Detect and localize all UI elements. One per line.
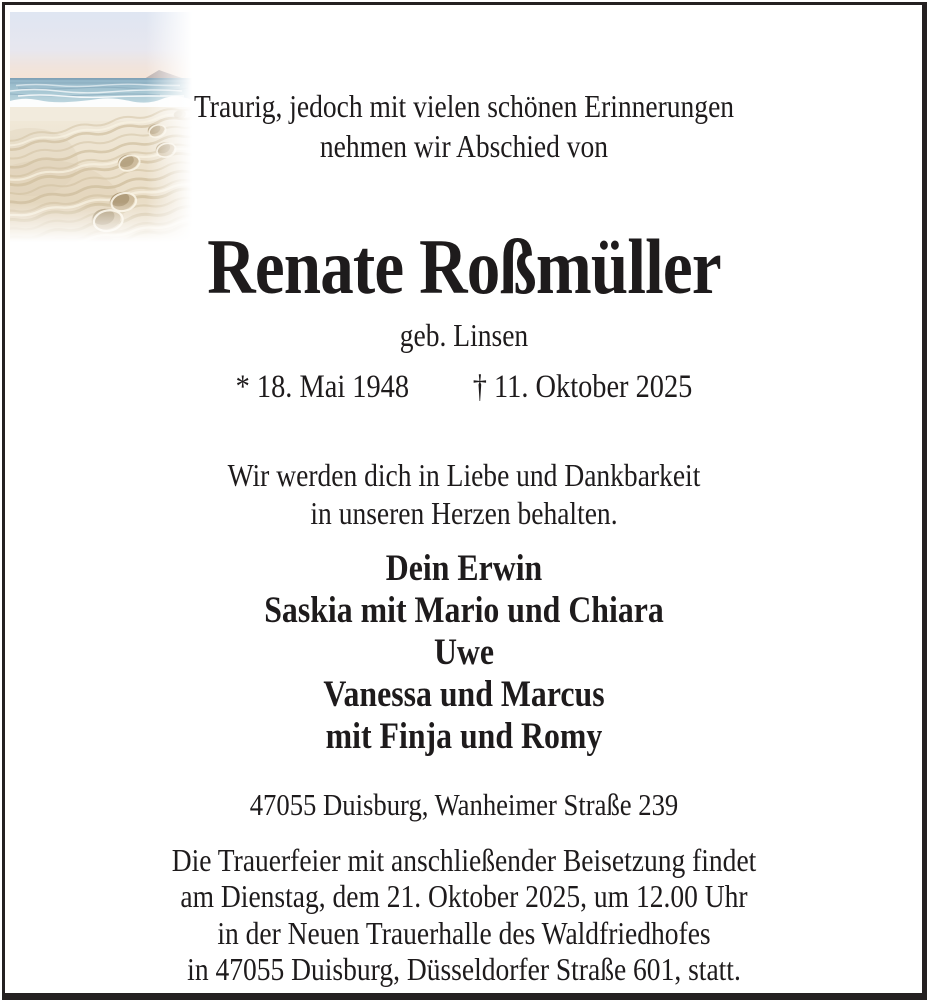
mourner-line: Dein Erwin bbox=[385, 548, 543, 589]
death-date: † 11. Oktober 2025 bbox=[472, 369, 693, 405]
mourners-list bbox=[65, 548, 863, 758]
intro-line-2: nehmen wir Abschied von bbox=[319, 128, 609, 164]
deceased-name: Renate Roßmüller bbox=[207, 223, 721, 310]
intro-line-1: Traurig, jedoch mit vielen schönen Erinnerungen bbox=[193, 88, 735, 124]
funeral-line-3: in der Neuen Trauerhalle des Waldfriedhofes bbox=[217, 914, 711, 951]
mourner-line: Vanessa und Marcus bbox=[323, 674, 605, 715]
funeral-line-2: am Dienstag, dem 21. Oktober 2025, um 12.00 Uhr bbox=[180, 878, 748, 915]
funeral-line-1: Die Trauerfeier mit anschließender Beisetzung findet bbox=[171, 842, 757, 878]
farewell-text bbox=[65, 456, 863, 532]
home-address: 47055 Duisburg, Wanheimer Straße 239 bbox=[249, 787, 679, 822]
maiden-name: geb. Linsen bbox=[399, 317, 529, 353]
mourner-line: Saskia mit Mario und Chiara bbox=[264, 590, 664, 631]
life-dates bbox=[65, 369, 863, 405]
funeral-line-4: in 47055 Duisburg, Düsseldorfer Straße 601, statt. bbox=[187, 951, 741, 988]
intro-text bbox=[65, 86, 863, 166]
mourner-line: mit Finja und Romy bbox=[325, 716, 603, 757]
mourner-line: Uwe bbox=[433, 632, 495, 673]
farewell-line-1: Wir werden dich in Liebe und Dankbarkeit bbox=[227, 457, 701, 493]
birth-date: * 18. Mai 1948 bbox=[235, 369, 410, 405]
farewell-line-2: in unseren Herzen behalten. bbox=[310, 495, 618, 531]
obituary-notice bbox=[65, 0, 863, 1000]
funeral-details bbox=[65, 842, 863, 988]
